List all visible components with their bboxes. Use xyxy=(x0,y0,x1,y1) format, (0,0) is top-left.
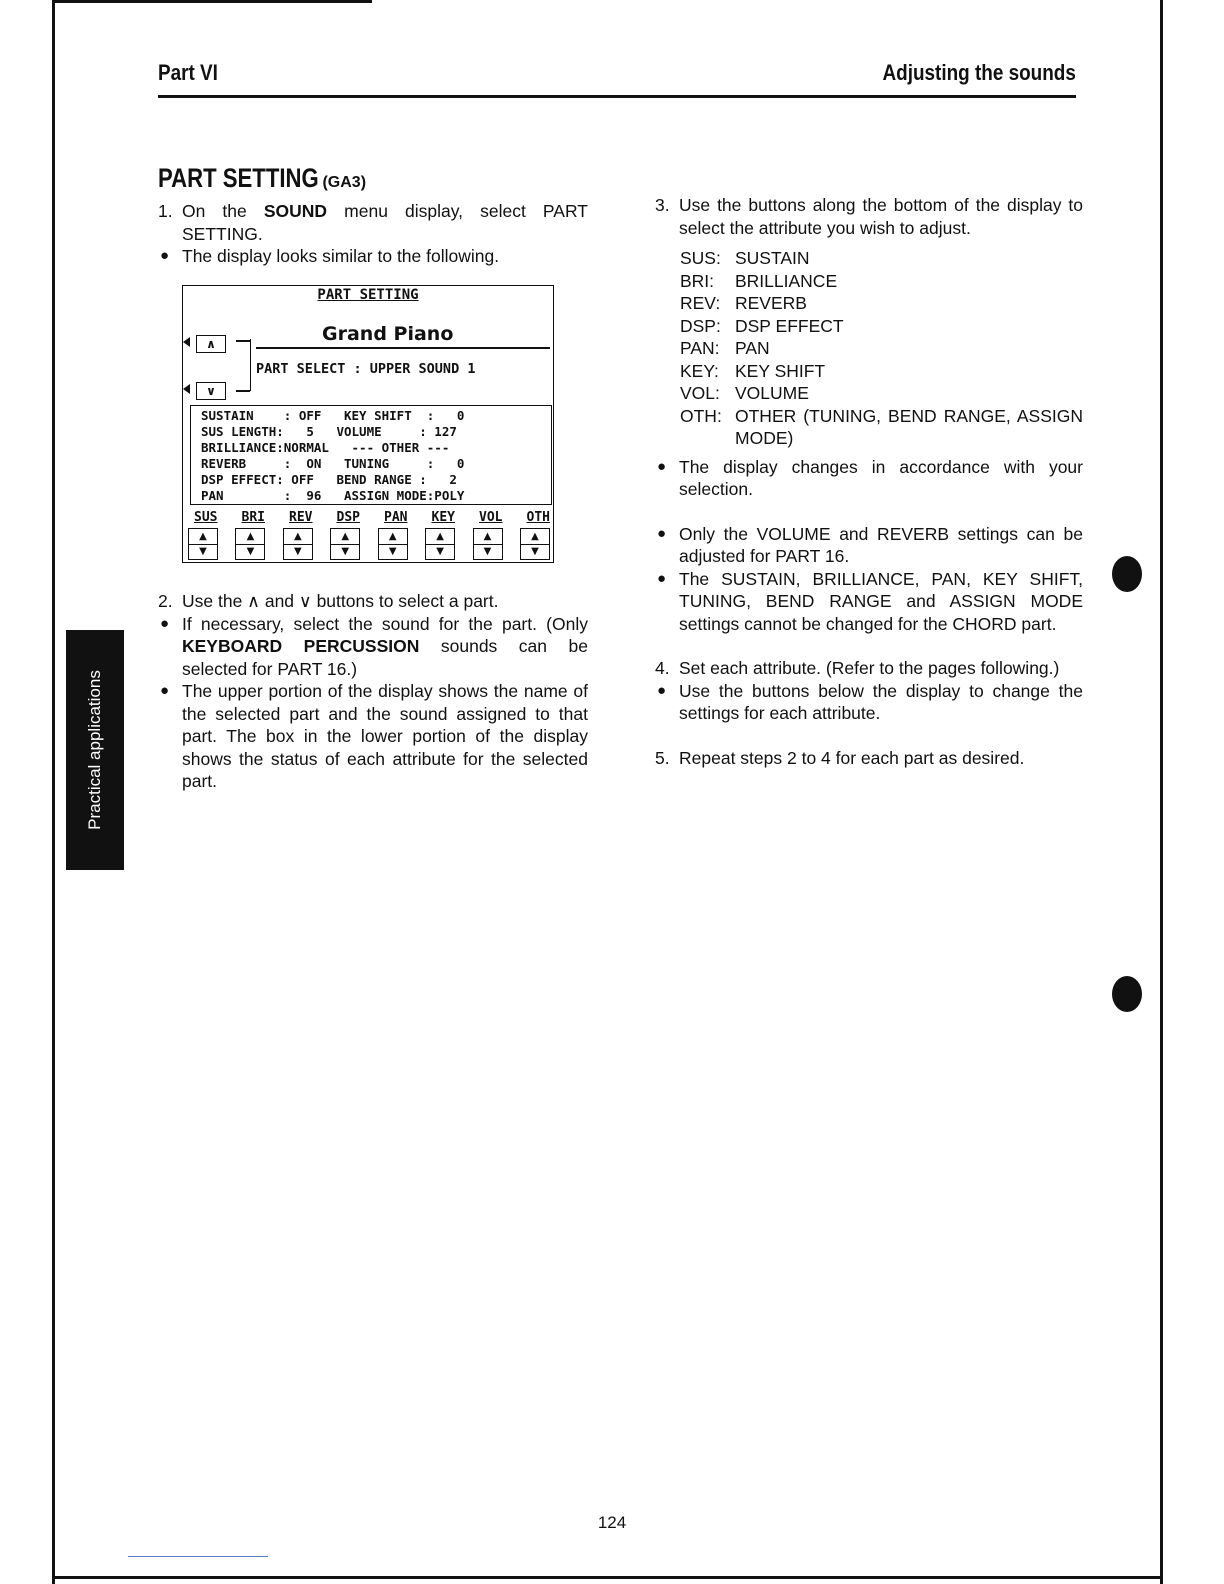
step-3-text: Use the buttons along the bottom of the display to select the attribute you wish to adjust. xyxy=(679,195,1083,238)
page-border-left xyxy=(52,0,55,1584)
step-1-text-b: menu display, select PART SETTING. xyxy=(182,201,588,244)
step-4-number: 4. xyxy=(655,658,670,678)
step-3 xyxy=(655,194,1083,239)
step-5 xyxy=(655,747,1083,770)
bullet-dot: ● xyxy=(657,681,667,699)
bullet-select-sound-text-b: sounds can be selected for PART 16.) xyxy=(182,636,588,679)
down-arrow-icon[interactable]: ▼ xyxy=(331,544,359,560)
lcd-display xyxy=(180,283,556,565)
bracket-top xyxy=(236,340,250,342)
bracket-bottom xyxy=(236,390,250,392)
step-2 xyxy=(158,590,588,613)
attribute-key: KEY: xyxy=(680,360,719,381)
right-column xyxy=(655,194,1083,769)
attribute-key: PAN: xyxy=(680,338,720,358)
label-key: KEY xyxy=(431,510,455,525)
bullet-select-sound-text-a: If necessary, select the sound for the part. (Only xyxy=(182,613,588,634)
bri-button[interactable] xyxy=(235,528,265,560)
step-4-text: Set each attribute. (Refer to the pages following.) xyxy=(679,658,1060,678)
page-border-right xyxy=(1160,0,1163,1584)
side-tab xyxy=(66,630,124,870)
binding-hole-dot xyxy=(1112,976,1142,1012)
attribute-row xyxy=(680,270,1083,293)
key-button[interactable] xyxy=(425,528,455,560)
bullet-part16 xyxy=(655,523,1083,568)
bullet-dot: ● xyxy=(657,457,667,475)
vol-button[interactable] xyxy=(473,528,503,560)
label-pan: PAN xyxy=(384,510,408,525)
left-pointer-icon xyxy=(183,337,190,347)
label-rev: REV xyxy=(289,510,313,525)
attribute-value: VOLUME xyxy=(735,383,809,403)
section-title-main: PART SETTING xyxy=(158,163,319,193)
step-1-number: 1. xyxy=(158,201,173,221)
page-border-bottom xyxy=(52,1576,1163,1579)
attribute-row xyxy=(680,292,1083,315)
part-select-line: PART SELECT : UPPER SOUND 1 xyxy=(256,361,476,377)
page-border-top xyxy=(52,0,372,3)
status-line: BRILLIANCE:NORMAL --- OTHER --- xyxy=(201,440,450,455)
step-1 xyxy=(158,200,588,245)
left-column xyxy=(158,200,588,268)
step-2-number: 2. xyxy=(158,591,173,611)
sound-name: Grand Piano xyxy=(322,323,454,345)
up-arrow-icon[interactable]: ▲ xyxy=(293,530,302,542)
attribute-key: OTH: xyxy=(680,405,722,426)
attribute-key: VOL: xyxy=(680,383,720,403)
bullet-use-buttons-text: Use the buttons below the display to change the settings for each attribute. xyxy=(679,680,1083,723)
rev-button[interactable] xyxy=(283,528,313,560)
status-line: DSP EFFECT: OFF BEND RANGE : 2 xyxy=(201,472,457,487)
up-arrow-icon[interactable]: ▲ xyxy=(199,530,207,542)
bullet-dot: ● xyxy=(657,524,667,542)
bullet-select-sound-bold: KEYBOARD PERCUSSION xyxy=(182,636,420,656)
status-line: SUS LENGTH: 5 VOLUME : 127 xyxy=(201,424,457,439)
bullet-display-changes-text: The display changes in accordance with your selection. xyxy=(679,456,1083,499)
status-line: SUSTAIN : OFF KEY SHIFT : 0 xyxy=(201,408,465,423)
attribute-value: SUSTAIN xyxy=(735,248,810,268)
attribute-value: PAN xyxy=(735,338,770,358)
down-arrow-icon[interactable]: ▼ xyxy=(474,544,502,560)
header-rule xyxy=(158,95,1076,98)
attribute-value: KEY SHIFT xyxy=(735,360,826,381)
bullet-upper-portion-text: The upper portion of the display shows the name of the selected part and the sound assigned to that part. The box in the lower portion of the display shows the status of each attribute for the selected part. xyxy=(182,681,588,791)
up-arrow-icon[interactable]: ▲ xyxy=(246,530,255,542)
attribute-row xyxy=(680,382,1083,405)
status-line: REVERB : ON TUNING : 0 xyxy=(201,456,465,471)
header-section: Adjusting the sounds xyxy=(882,60,1076,85)
step-2-text: Use the ∧ and ∨ buttons to select a part. xyxy=(182,591,499,611)
up-arrow-icon[interactable]: ▲ xyxy=(388,530,397,542)
scan-mark xyxy=(128,1556,268,1557)
part-up-button[interactable] xyxy=(196,335,226,353)
step-5-text: Repeat steps 2 to 4 for each part as desired. xyxy=(679,747,1025,768)
label-bri: BRI xyxy=(241,510,265,525)
page-number: 124 xyxy=(597,1513,627,1532)
attribute-key: REV: xyxy=(680,293,721,313)
part-down-button[interactable] xyxy=(196,382,226,400)
pan-button[interactable] xyxy=(378,528,408,560)
attribute-row xyxy=(680,315,1083,338)
attribute-value: REVERB xyxy=(735,293,807,313)
attribute-list xyxy=(680,247,1083,450)
sound-rule xyxy=(256,347,550,349)
up-arrow-icon: ∧ xyxy=(206,337,216,351)
attribute-row xyxy=(680,405,1083,450)
bullet-display-looks-text: The display looks similar to the following. xyxy=(182,246,500,266)
sus-button[interactable] xyxy=(188,528,218,560)
step-1-bold: SOUND xyxy=(263,201,328,221)
step-4 xyxy=(655,657,1083,680)
bullet-chord-part-text: The SUSTAIN, BRILLIANCE, PAN, KEY SHIFT, TUNING, BEND RANGE and ASSIGN MODE settings cannot be changed for the CHORD part. xyxy=(679,568,1083,634)
down-arrow-icon[interactable]: ▼ xyxy=(379,544,407,560)
label-dsp: DSP xyxy=(336,510,360,525)
bullet-use-buttons xyxy=(655,680,1083,725)
bullet-chord-part xyxy=(655,568,1083,636)
attribute-row xyxy=(680,337,1083,360)
attribute-key: BRI: xyxy=(680,270,715,291)
label-vol: VOL xyxy=(479,510,503,525)
bullet-display-changes xyxy=(655,456,1083,501)
attribute-button-row xyxy=(188,528,550,560)
label-sus: SUS xyxy=(194,510,218,525)
down-arrow-icon[interactable]: ▼ xyxy=(284,544,312,560)
step-5-number: 5. xyxy=(655,747,670,768)
side-tab-label: Practical applications xyxy=(85,670,104,830)
attribute-value: OTHER (TUNING, BEND RANGE, ASSIGN MODE) xyxy=(735,405,1083,448)
down-arrow-icon[interactable]: ▼ xyxy=(189,544,217,560)
down-arrow-icon[interactable]: ▼ xyxy=(521,544,549,560)
attribute-key: DSP: xyxy=(680,315,721,336)
down-arrow-icon[interactable]: ▼ xyxy=(236,544,264,560)
down-arrow-icon: ∨ xyxy=(206,384,216,398)
up-arrow-icon[interactable]: ▲ xyxy=(483,530,492,542)
attribute-label-row xyxy=(194,510,550,525)
dsp-button[interactable] xyxy=(330,528,360,560)
status-line: PAN : 96 ASSIGN MODE:POLY xyxy=(201,488,465,503)
bullet-dot: ● xyxy=(160,614,170,632)
bullet-dot: ● xyxy=(160,247,170,264)
left-pointer-icon xyxy=(183,384,190,394)
bullet-dot: ● xyxy=(657,569,667,587)
attribute-status-box xyxy=(190,405,552,505)
up-arrow-icon[interactable]: ▲ xyxy=(436,530,444,542)
label-oth: OTH xyxy=(526,510,550,525)
header-part: Part VI xyxy=(158,60,218,85)
step-1-text-a: On the xyxy=(182,201,264,221)
up-arrow-icon[interactable]: ▲ xyxy=(341,530,350,542)
oth-button[interactable] xyxy=(520,528,550,560)
step-3-number: 3. xyxy=(655,195,670,215)
left-column-lower xyxy=(158,590,588,793)
attribute-row xyxy=(680,360,1083,383)
up-arrow-icon[interactable]: ▲ xyxy=(531,530,539,542)
attribute-value: BRILLIANCE xyxy=(735,270,838,291)
section-title xyxy=(158,163,402,194)
bullet-part16-text: Only the VOLUME and REVERB settings can be adjusted for PART 16. xyxy=(679,523,1083,566)
bullet-display-looks xyxy=(158,245,588,268)
binding-hole-dot xyxy=(1112,556,1142,592)
bullet-select-sound xyxy=(158,613,588,681)
bullet-dot: ● xyxy=(160,682,170,699)
attribute-value: DSP EFFECT xyxy=(735,315,844,336)
down-arrow-icon[interactable]: ▼ xyxy=(426,544,454,560)
attribute-row xyxy=(680,247,1083,270)
lcd-title: PART SETTING xyxy=(317,287,419,303)
section-title-model: (GA3) xyxy=(322,174,367,191)
attribute-key: SUS: xyxy=(680,248,721,268)
bullet-upper-portion xyxy=(158,680,588,793)
